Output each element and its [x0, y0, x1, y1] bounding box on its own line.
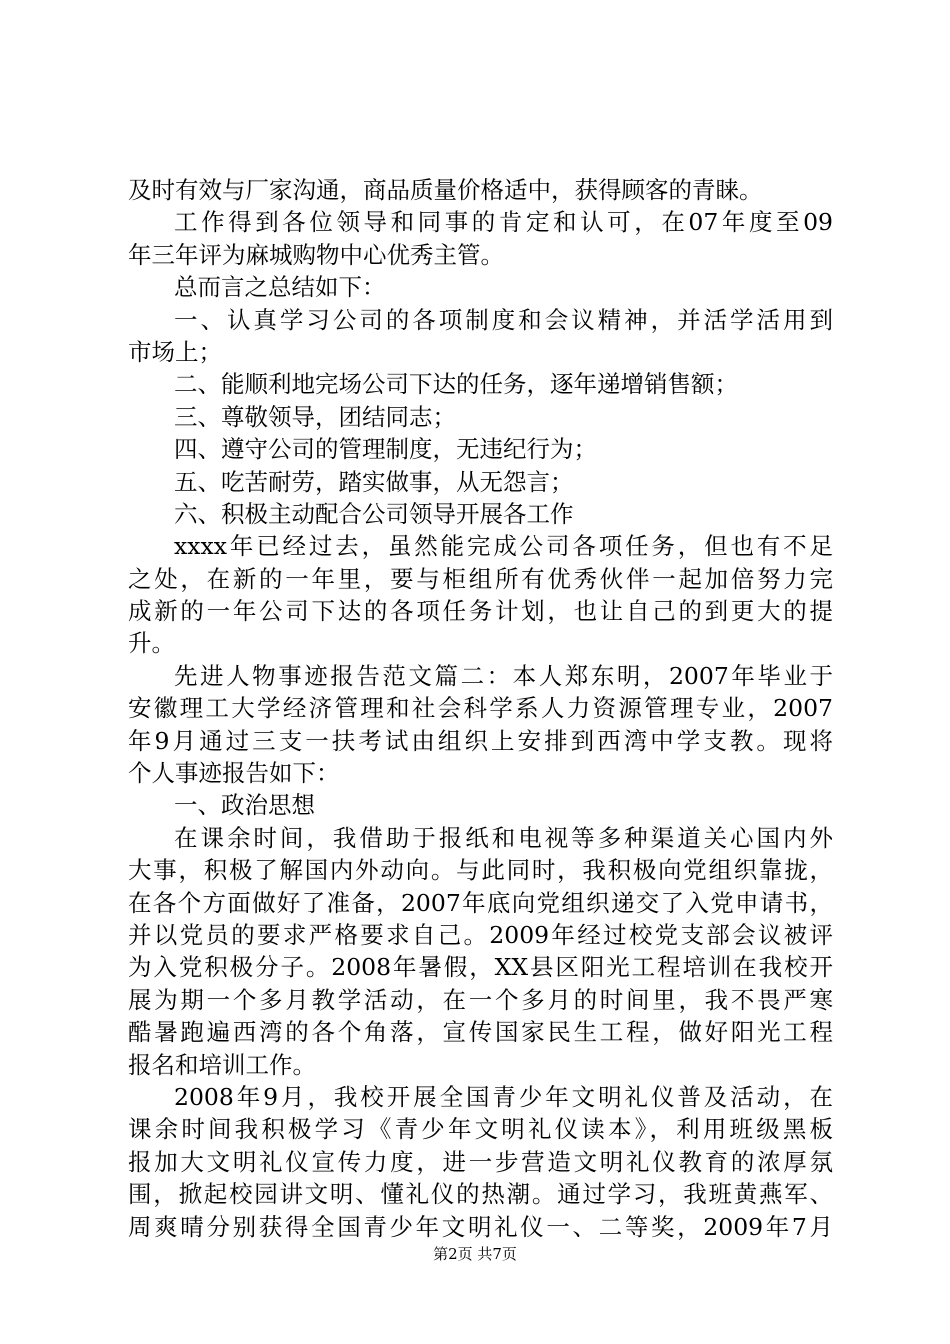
text-line: xxxx年已经过去，虽然能完成公司各项任务，但也有不足 [174, 532, 833, 561]
text-line: 为入党积极分子。2008年暑假，XX县区阳光工程培训在我校开 [128, 953, 833, 982]
text-line: 年9月通过三支一扶考试由组织上安排到西湾中学支教。现将 [128, 726, 833, 755]
text-line: 四、遵守公司的管理制度，无违纪行为； [174, 435, 597, 464]
text-line: 及时有效与厂家沟通，商品质量价格适中，获得顾客的青睐。 [128, 176, 763, 204]
text-line: 成新的一年公司下达的各项任务计划，也让自己的到更大的提 [128, 597, 833, 626]
text-line: 之处，在新的一年里，要与柜组所有优秀伙伴一起加倍努力完 [128, 564, 833, 593]
text-line: 三、尊敬领导，团结同志； [174, 402, 456, 431]
text-line: 展为期一个多月教学活动，在一个多月的时间里，我不畏严寒 [128, 985, 833, 1014]
text-line: 五、吃苦耐劳，踏实做事，从无怨言； [174, 467, 574, 496]
text-line: 年三年评为麻城购物中心优秀主管。 [128, 240, 504, 269]
text-line: 一、政治思想 [174, 791, 315, 820]
text-line: 个人事迹报告如下： [128, 759, 340, 788]
text-line: 酷暑跑遍西湾的各个角落，宣传国家民生工程，做好阳光工程 [128, 1018, 833, 1047]
text-line: 先进人物事迹报告范文篇二：本人郑东明，2007年毕业于 [174, 661, 833, 690]
text-line: 在课余时间，我借助于报纸和电视等多种渠道关心国内外 [174, 823, 833, 852]
text-line: 升。 [128, 629, 175, 658]
text-line: 安徽理工大学经济管理和社会科学系人力资源管理专业，2007 [128, 694, 833, 723]
text-line: 总而言之总结如下： [174, 273, 386, 302]
text-line: 二、能顺利地完场公司下达的任务，逐年递增销售额； [174, 370, 738, 399]
text-line: 在各个方面做好了准备，2007年底向党组织递交了入党申请书， [128, 888, 833, 917]
text-line: 围，掀起校园讲文明、懂礼仪的热潮。通过学习，我班黄燕军、 [128, 1180, 833, 1209]
text-line: 工作得到各位领导和同事的肯定和认可，在07年度至09 [174, 208, 833, 237]
text-line: 大事，积极了解国内外动向。与此同时，我积极向党组织靠拢， [128, 856, 833, 885]
text-line: 市场上； [128, 337, 222, 366]
document-body [128, 174, 833, 1243]
page-footer: 第2页 共7页 [433, 1245, 517, 1263]
text-line: 周爽晴分别获得全国青少年文明礼仪一、二等奖，2009年7月 [128, 1212, 833, 1241]
text-line: 并以党员的要求严格要求自己。2009年经过校党支部会议被评 [128, 920, 833, 949]
text-line: 报名和培训工作。 [128, 1050, 316, 1079]
text-line: 报加大文明礼仪宣传力度，进一步营造文明礼仪教育的浓厚氛 [128, 1147, 833, 1176]
text-line: 课余时间我积极学习《青少年文明礼仪读本》，利用班级黑板 [128, 1115, 833, 1144]
text-line: 2008年9月，我校开展全国青少年文明礼仪普及活动，在 [174, 1082, 833, 1111]
text-line: 六、积极主动配合公司领导开展各工作 [174, 499, 574, 528]
text-line: 一、认真学习公司的各项制度和会议精神，并活学活用到 [174, 305, 833, 334]
